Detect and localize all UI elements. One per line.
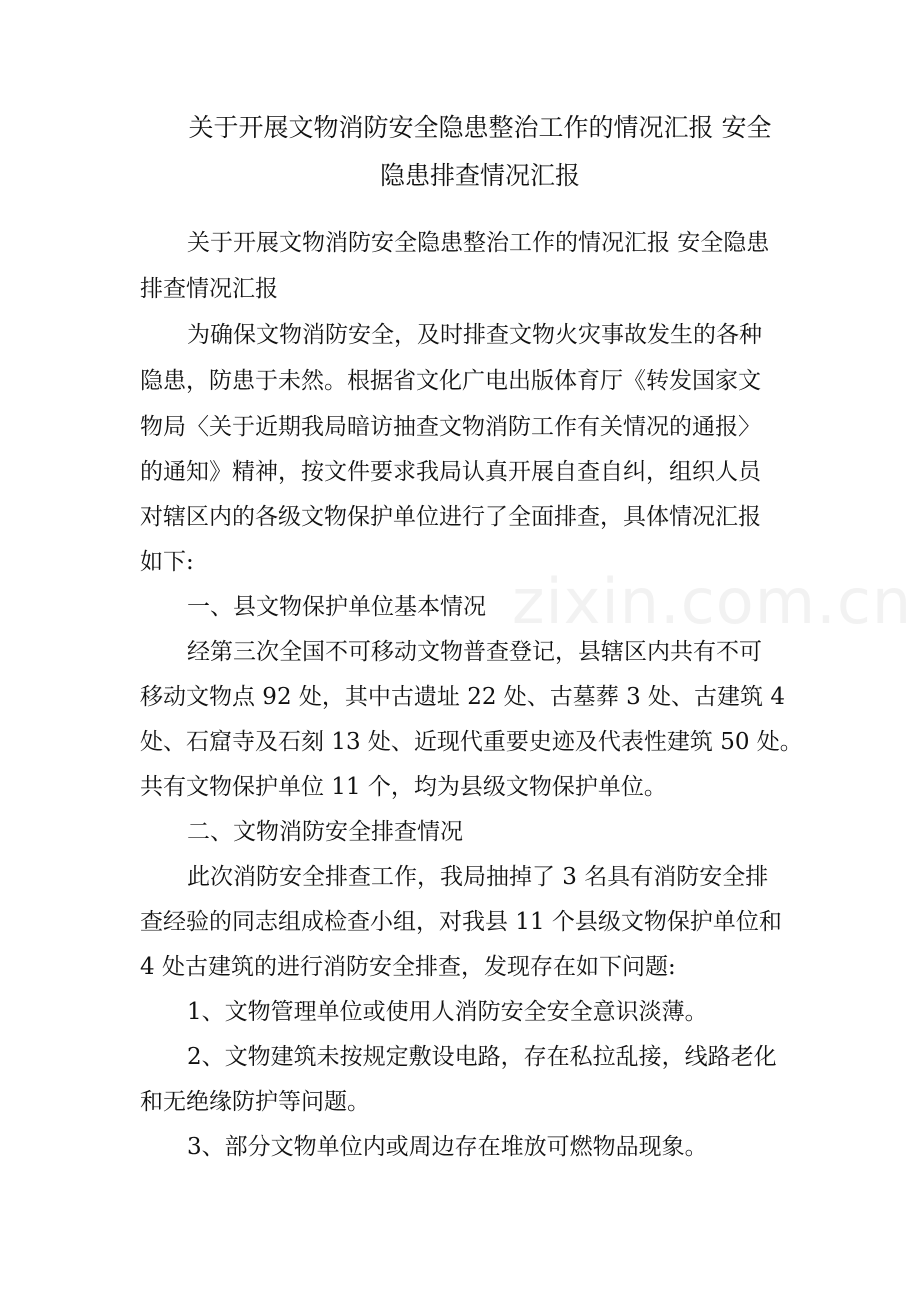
section-heading: 二、文物消防安全排查情况 — [187, 819, 463, 845]
body-line: 隐患，防患于未然。根据省文化广电出版体育厅《转发国家文 — [140, 368, 761, 394]
issue-item-1: 1、文物管理单位或使用人消防安全安全意识淡薄。 — [187, 999, 708, 1025]
body-line: 为确保文物消防安全，及时排查文物火灾事故发生的各种 — [187, 322, 762, 348]
body-line: 的通知》精神，按文件要求我局认真开展自查自纠，组织人员 — [140, 459, 761, 485]
body-line: 物局〈关于近期我局暗访抽查文物消防工作有关情况的通报〉 — [140, 414, 761, 440]
body-line: 此次消防安全排查工作，我局抽掉了 3 名具有消防安全排 — [187, 864, 769, 890]
body-line: 共有文物保护单位 11 个，均为县级文物保护单位。 — [140, 774, 667, 800]
body-line: 关于开展文物消防安全隐患整治工作的情况汇报 安全隐患 — [187, 230, 770, 256]
issue-item-2: 2、文物建筑未按规定敷设电路，存在私拉乱接，线路老化 — [187, 1044, 777, 1070]
watermark: zixin.com.cn — [512, 565, 913, 638]
body-line: 4 处古建筑的进行消防安全排查，发现存在如下问题: — [140, 954, 676, 980]
issue-item-3: 3、部分文物单位内或周边存在堆放可燃物品现象。 — [187, 1134, 708, 1160]
document-title-line-1: 关于开展文物消防安全隐患整治工作的情况汇报 安全 — [188, 113, 772, 142]
issue-item-2-continued: 和无绝缘防护等问题。 — [140, 1089, 370, 1115]
body-line: 对辖区内的各级文物保护单位进行了全面排查，具体情况汇报 — [140, 504, 761, 530]
body-line: 移动文物点 92 处，其中古遗址 22 处、古墓葬 3 处、古建筑 4 — [140, 684, 785, 710]
body-line: 排查情况汇报 — [140, 276, 278, 302]
body-line: 处、石窟寺及石刻 13 处、近现代重要史迹及代表性建筑 50 处。 — [140, 729, 803, 755]
body-line: 如下: — [140, 549, 194, 575]
body-line: 查经验的同志组成检查小组，对我县 11 个县级文物保护单位和 — [140, 909, 782, 935]
section-heading: 一、县文物保护单位基本情况 — [187, 594, 486, 620]
body-line: 经第三次全国不可移动文物普查登记，县辖区内共有不可 — [187, 639, 762, 665]
document-title-line-2: 隐患排查情况汇报 — [379, 161, 580, 190]
